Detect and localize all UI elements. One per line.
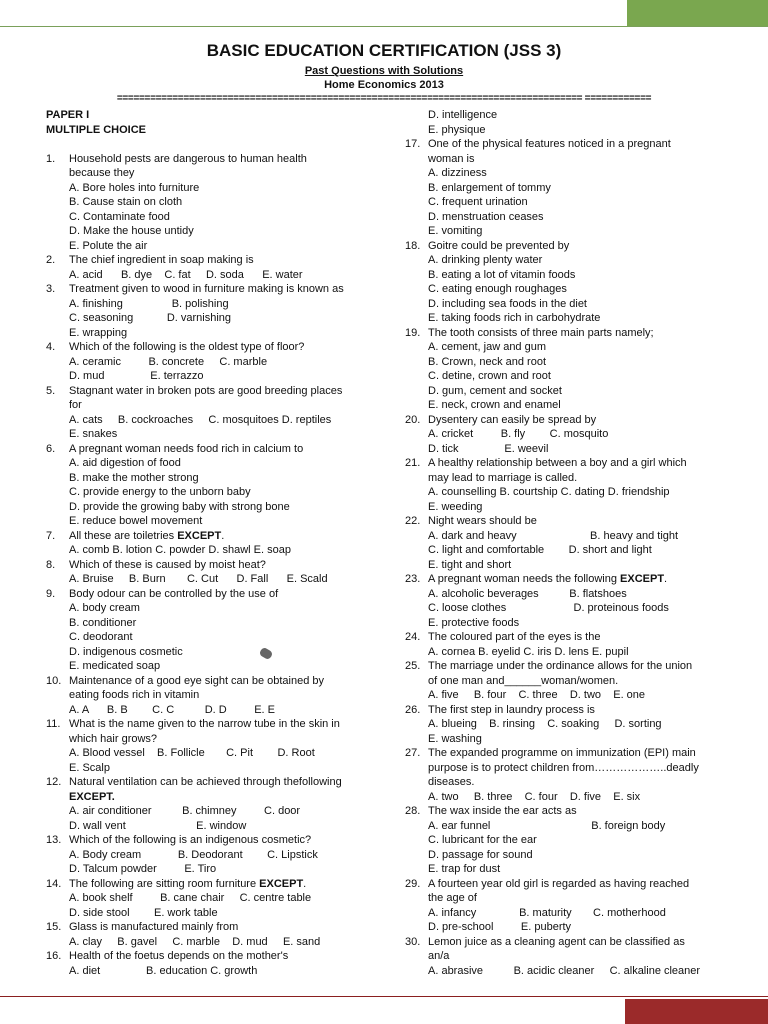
question-text: which hair grows? (69, 732, 158, 745)
question-number: 4. (46, 341, 56, 353)
answer-options: D. wall vent E. window (69, 819, 247, 832)
answer-options: B. eating a lot of vitamin foods (428, 268, 576, 281)
question-number: 27. (405, 747, 421, 759)
question-27 (405, 746, 715, 804)
question-text: Glass is manufactured mainly from (69, 921, 239, 933)
answer-options: C. frequent urination (428, 196, 528, 208)
question-number: 28. (405, 805, 421, 817)
answer-options: A. Body cream B. Deodorant C. Lipstick (69, 848, 318, 861)
question-text: Night wears should be (428, 515, 537, 527)
question-text: A pregnant woman needs the following EXCEPT. (428, 573, 668, 585)
answer-options: E. wrapping (69, 326, 128, 339)
question-text: Natural ventilation can be achieved through thefollowing (69, 776, 342, 788)
question-20 (405, 413, 715, 457)
answer-options: A. Bore holes into furniture (69, 181, 200, 194)
answer-options: C. detine, crown and root (428, 370, 551, 382)
question-26 (405, 703, 715, 747)
answer-options: C. eating enough roughages (428, 283, 567, 295)
answer-options: B. make the mother strong (69, 471, 199, 484)
question-number: 1. (46, 152, 56, 165)
answer-options: A. acid B. dye C. fat D. soda E. water (69, 268, 303, 281)
question-text: purpose is to protect children from………………..deadly (428, 761, 699, 774)
answer-options: C. loose clothes D. proteinous foods (428, 602, 669, 614)
question-19 (405, 326, 715, 413)
answer-options: B. Crown, neck and root (428, 355, 547, 368)
answer-options: B. enlargement of tommy (428, 181, 551, 194)
answer-options: E. medicated soap (69, 660, 161, 672)
question-number: 25. (405, 660, 421, 672)
question-text: The tooth consists of three main parts namely; (428, 326, 654, 339)
question-2 (46, 253, 366, 282)
question-29 (405, 877, 715, 935)
question-number: 15. (46, 921, 62, 933)
answer-options: E. washing (428, 732, 482, 745)
bottom-accent-block (625, 999, 768, 1024)
question-text: diseases. (428, 776, 475, 788)
answer-options: B. conditioner (69, 616, 137, 629)
question-11 (46, 717, 366, 775)
question-text: Health of the foetus depends on the mother's (69, 950, 289, 962)
question-text: Lemon juice as a cleaning agent can be classified as (428, 935, 685, 948)
answer-options: E. vomiting (428, 225, 483, 237)
question-text: The marriage under the ordinance allows for the union (428, 660, 693, 672)
question-text: What is the name given to the narrow tube in the skin in (69, 718, 340, 730)
answer-options: A. Bruise B. Burn C. Cut D. Fall E. Scald (69, 573, 328, 585)
answer-options: D. including sea foods in the diet (428, 297, 587, 310)
paper-label: PAPER I (46, 109, 90, 121)
question-text-bold: EXCEPT. (69, 790, 115, 803)
answer-options: E. taking foods rich in carbohydrate (428, 312, 601, 324)
question-number: 22. (405, 515, 421, 527)
question-10 (46, 674, 366, 718)
answer-options: D. tick E. weevil (428, 442, 549, 455)
answer-options: A. abrasive B. acidic cleaner C. alkaline cleaner (428, 964, 701, 977)
document-subtitle: Past Questions with Solutions (304, 65, 464, 77)
question-text: may lead to marriage is called. (428, 471, 578, 484)
answer-options: A. cats B. cockroaches C. mosquitoes D. reptiles (69, 413, 332, 426)
answer-options: E. snakes (69, 428, 118, 440)
question-number: 24. (405, 631, 421, 643)
question-15 (46, 920, 366, 949)
answer-options: E. weeding (428, 500, 483, 513)
question-13 (46, 833, 366, 877)
question-5 (46, 384, 366, 442)
question-25 (405, 659, 715, 703)
answer-options: A. comb B. lotion C. powder D. shawl E. soap (69, 544, 291, 556)
question-12 (46, 775, 366, 833)
question-23 (405, 572, 715, 630)
answer-options: C. provide energy to the unborn baby (69, 486, 251, 498)
question-17 (405, 137, 715, 239)
question-18 (405, 239, 715, 326)
right-column (405, 108, 715, 978)
question-text: an/a (428, 950, 450, 962)
question-number: 16. (46, 950, 62, 962)
answer-options: E. neck, crown and enamel (428, 399, 561, 411)
document-subject: Home Economics 2013 (324, 79, 444, 91)
answer-options: D. provide the growing baby with strong bone (69, 500, 290, 513)
answer-options: A. A B. B C. C D. D E. E (69, 703, 275, 716)
answer-options: A. dizziness (428, 167, 487, 179)
question-number: 30. (405, 935, 421, 948)
question-text: All these are toiletries EXCEPT. (69, 529, 225, 542)
question-30 (405, 935, 715, 979)
answer-options: A. drinking plenty water (428, 254, 543, 266)
question-text: The chief ingredient in soap making is (69, 254, 254, 266)
section-label: MULTIPLE CHOICE (46, 123, 147, 136)
answer-options: C. lubricant for the ear (428, 834, 537, 846)
question-24 (405, 630, 715, 659)
answer-options: D. menstruation ceases (428, 210, 544, 223)
document-header (0, 40, 768, 105)
question-number: 7. (46, 529, 56, 542)
question-21 (405, 456, 715, 514)
question-16 (46, 949, 366, 978)
question-4 (46, 340, 366, 384)
question-text: because they (69, 167, 135, 179)
question-number: 2. (46, 254, 56, 266)
answer-options: C. seasoning D. varnishing (69, 312, 232, 324)
top-rule (0, 26, 768, 27)
question-text: One of the physical features noticed in a pregnant (428, 138, 671, 150)
answer-options: E. physique (428, 123, 486, 136)
question-text: The first step in laundry process is (428, 703, 595, 716)
answer-options: A. aid digestion of food (69, 457, 181, 469)
question-text: The expanded programme on immunization (EPI) main (428, 747, 696, 759)
bottom-rule (0, 996, 768, 997)
answer-options: D. Make the house untidy (69, 225, 194, 237)
question-text: for (69, 399, 82, 411)
answer-options: A. infancy B. maturity C. motherhood (428, 906, 666, 919)
question-text: A healthy relationship between a boy and a girl which (428, 457, 687, 469)
question-text: The following are sitting room furniture EXCEPT. (69, 877, 307, 890)
answer-options: A. two B. three C. four D. five E. six (428, 790, 641, 803)
answer-options: A. counselling B. courtship C. dating D. friendship (428, 486, 670, 498)
question-number: 19. (405, 326, 421, 339)
answer-options: A. Blood vessel B. Follicle C. Pit D. Root (69, 747, 315, 759)
question-number: 9. (46, 587, 56, 600)
question-text: Which of the following is an indigenous cosmetic? (69, 834, 312, 846)
answer-options: E. Polute the air (69, 239, 148, 252)
question-text: Which of the following is the oldest type of floor? (69, 341, 305, 353)
answer-options: D. indigenous cosmetic (69, 645, 183, 658)
question-number: 12. (46, 776, 62, 788)
question-22 (405, 514, 715, 572)
question-number: 21. (405, 457, 421, 469)
answer-options: A. alcoholic beverages B. flatshoes (428, 587, 627, 600)
question-number: 17. (405, 138, 421, 150)
question-text: the age of (428, 892, 477, 904)
left-column (46, 108, 366, 978)
answer-options: D. pre-school E. puberty (428, 921, 572, 933)
question-1 (46, 152, 366, 254)
question-14 (46, 877, 366, 921)
answer-options: E. Scalp (69, 761, 110, 774)
answer-options: E. tight and short (428, 558, 512, 571)
question-number: 6. (46, 442, 56, 455)
answer-options: D. side stool E. work table (69, 906, 218, 919)
answer-options: C. Contaminate food (69, 210, 170, 223)
question-number: 14. (46, 877, 62, 890)
answer-options: E. protective foods (428, 616, 520, 629)
question-number: 8. (46, 558, 56, 571)
question-8 (46, 558, 366, 587)
answer-options: A. clay B. gavel C. marble D. mud E. sand (69, 935, 321, 948)
separator-line: ==================================================================================== ============ (116, 93, 652, 104)
answer-options: A. ceramic B. concrete C. marble (69, 355, 268, 368)
answer-options: A. book shelf B. cane chair C. centre table (69, 892, 312, 904)
question-number: 5. (46, 384, 56, 397)
answer-options: D. Talcum powder E. Tiro (69, 863, 217, 875)
document-title: BASIC EDUCATION CERTIFICATION (JSS 3) (206, 41, 562, 60)
question-6 (46, 442, 366, 529)
answer-options: A. cement, jaw and gum (428, 341, 547, 353)
question-number: 29. (405, 877, 421, 890)
answer-options: A. five B. four C. three D. two E. one (428, 689, 646, 701)
question-number: 13. (46, 834, 62, 846)
question-9 (46, 587, 366, 674)
question-text: A pregnant woman needs food rich in calcium to (69, 442, 304, 455)
question-number: 18. (405, 239, 421, 252)
question-text: Dysentery can easily be spread by (428, 413, 597, 426)
question-text: Body odour can be controlled by the use of (69, 587, 279, 600)
question-number: 20. (405, 413, 421, 426)
question-text: Goitre could be prevented by (428, 239, 570, 252)
question-text: woman is (428, 152, 475, 165)
question-text: Which of these is caused by moist heat? (69, 558, 266, 571)
answer-options: A. cornea B. eyelid C. iris D. lens E. pupil (428, 645, 629, 658)
question-number: 26. (405, 703, 421, 716)
answer-options: A. finishing B. polishing (69, 297, 229, 310)
answer-options: E. trap for dust (428, 863, 501, 875)
answer-options: D. passage for sound (428, 848, 533, 861)
answer-options: D. intelligence (428, 109, 498, 121)
answer-options: E. reduce bowel movement (69, 515, 203, 527)
question-text: The coloured part of the eyes is the (428, 631, 601, 643)
answer-options: D. mud E. terrazzo (69, 370, 204, 382)
question-number: 23. (405, 573, 421, 585)
question-text: eating foods rich in vitamin (69, 689, 200, 701)
question-7 (46, 529, 366, 558)
question-number: 10. (46, 674, 62, 687)
answer-options: A. diet B. education C. growth (69, 964, 258, 977)
answer-options: A. body cream (69, 602, 140, 614)
question-text: Maintenance of a good eye sight can be obtained by (69, 674, 325, 687)
answer-options: A. blueing B. rinsing C. soaking D. sorting (428, 718, 662, 730)
top-accent-block (627, 0, 768, 26)
question-text: A fourteen year old girl is regarded as having reached (428, 877, 690, 890)
question-text: Treatment given to wood in furniture making is known as (69, 283, 344, 295)
question-text: of one man and______woman/women. (428, 674, 619, 687)
answer-options: C. light and comfortable D. short and light (428, 544, 652, 556)
question-text: The wax inside the ear acts as (428, 805, 577, 817)
question-3 (46, 282, 366, 340)
answer-options: A. air conditioner B. chimney C. door (69, 805, 301, 817)
question-text: Stagnant water in broken pots are good breeding places (69, 384, 343, 397)
question-number: 11. (46, 718, 61, 730)
question-text: Household pests are dangerous to human health (69, 152, 307, 165)
answer-options: A. dark and heavy B. heavy and tight (428, 529, 679, 542)
question-28 (405, 804, 715, 877)
answer-options: D. gum, cement and socket (428, 384, 562, 397)
answer-options: C. deodorant (69, 631, 133, 643)
answer-options: A. cricket B. fly C. mosquito (428, 428, 609, 440)
question-number: 3. (46, 283, 56, 295)
answer-options: A. ear funnel B. foreign body (428, 819, 666, 832)
answer-options: B. Cause stain on cloth (69, 196, 183, 208)
